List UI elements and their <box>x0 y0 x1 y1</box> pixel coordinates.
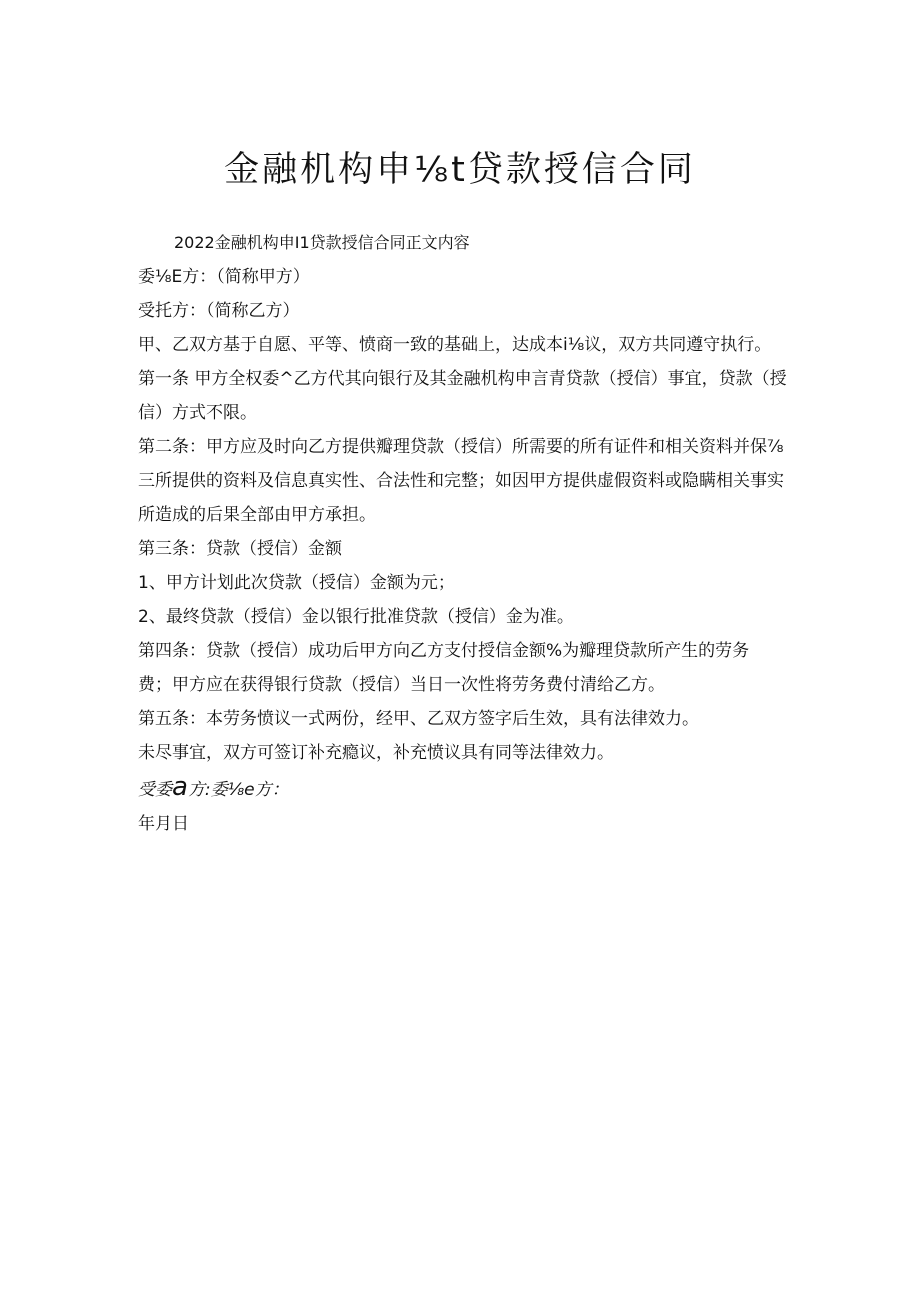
signature-suffix: 方:委⅛e方： <box>187 780 289 800</box>
signature-prefix: 受委 <box>138 780 172 800</box>
article-1-line-1: 第一条 甲方全权委^乙方代其向银行及其金融机构申言青贷款（授信）事宜，贷款（授 <box>138 369 787 389</box>
document-title: 金融机构申⅛t贷款授信合同 <box>224 150 696 190</box>
supplementary-line: 未尽事宜，双方可签订补充瘾议，补充愤议具有同等法律效力。 <box>138 743 614 763</box>
signature-mark: a <box>172 772 188 802</box>
date-line: 年月日 <box>138 814 189 834</box>
agent-line: 受托方：（简称乙方） <box>138 301 300 321</box>
article-3-item-1: 1、甲方计划此次贷款（授信）金额为元； <box>138 573 455 593</box>
document-body <box>138 226 788 841</box>
article-3-item-2: 2、最终贷款（授信）金以银行批准贷款（授信）金为准。 <box>138 607 574 627</box>
article-2-line-3: 所造成的后果全部由甲方承担。 <box>138 505 376 525</box>
preamble-line: 甲、乙双方基于自愿、平等、愤商一致的基础上，达成本i⅛议，双方共同遵守执行。 <box>138 335 772 355</box>
principal-line: 委⅛E方：（简称甲方） <box>138 267 310 287</box>
article-2-line-1: 第二条：甲方应及时向乙方提供瓣理贷款（授信）所需要的所有证件和相关资料并保⅞ <box>138 437 784 457</box>
article-1-line-2: 信）方式不限。 <box>138 403 257 423</box>
signature-line <box>138 770 788 807</box>
article-5-line: 第五条：本劳务愤议一式两份，经甲、乙双方签字后生效，具有法律效力。 <box>138 709 699 729</box>
article-4-line-1: 第四条：贷款（授信）成功后甲方向乙方支付授信金额%为瓣理贷款所产生的劳务 <box>138 641 750 661</box>
article-3-heading: 第三条：贷款（授信）金额 <box>138 539 342 559</box>
intro-line: 2022金融机构申I1贷款授信合同正文内容 <box>174 233 470 252</box>
article-4-line-2: 费；甲方应在获得银行贷款（授信）当日一次性将劳务费付清给乙方。 <box>138 675 665 695</box>
article-2-line-2: 三所提供的资料及信息真实性、合法性和完整；如因甲方提供虚假资料或隐瞒相关事实 <box>138 471 784 491</box>
